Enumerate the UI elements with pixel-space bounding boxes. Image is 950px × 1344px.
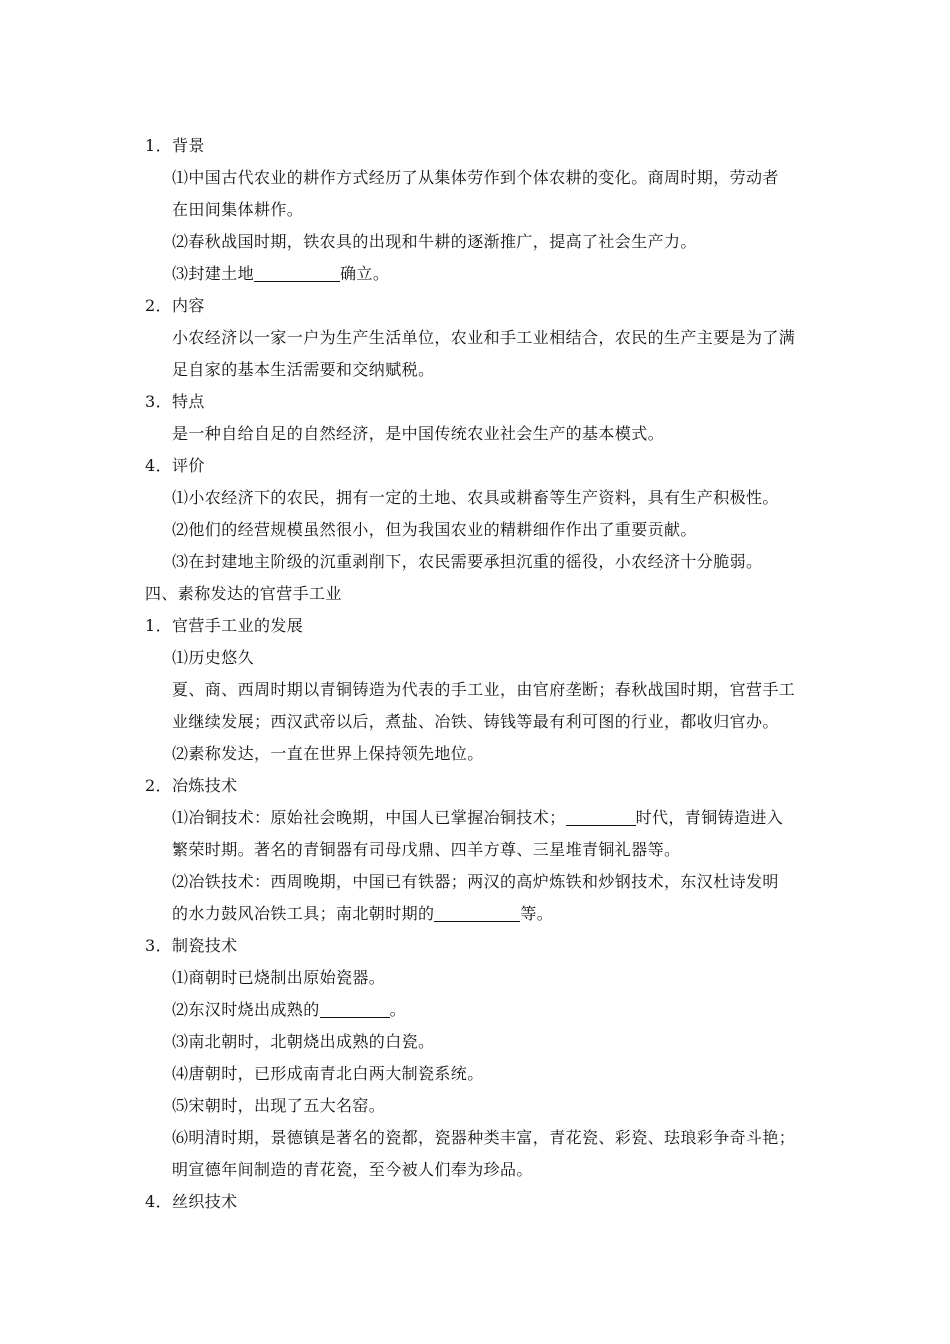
paragraph-line: ⑴商朝时已烧制出原始瓷器。 xyxy=(172,968,386,987)
text-segment: 确立。 xyxy=(340,264,390,283)
text-segment: 时代，青铜铸造进入 xyxy=(635,808,784,827)
part-heading-handicraft: 四、素称发达的官营手工业 xyxy=(145,584,342,603)
paragraph-line: ⑸宋朝时，出现了五大名窑。 xyxy=(172,1096,386,1115)
paragraph-line: ⑴中国古代农业的耕作方式经历了从集体劳作到个体农耕的变化。商周时期，劳动者 xyxy=(172,168,779,187)
paragraph-line-with-blank xyxy=(0,258,950,290)
fill-in-blank[interactable] xyxy=(254,263,340,282)
paragraph-line: ⑵冶铁技术：西周晚期，中国已有铁器；两汉的高炉炼铁和炒钢技术，东汉杜诗发明 xyxy=(172,872,779,891)
section-heading-features: 3．特点 xyxy=(145,392,205,411)
paragraph-line-with-blank xyxy=(0,994,950,1026)
section-heading-development: 1．官营手工业的发展 xyxy=(145,616,304,635)
paragraph-line: 业继续发展；西汉武帝以后，煮盐、冶铁、铸钱等最有利可图的行业，都收归官办。 xyxy=(172,712,779,731)
paragraph-line: 是一种自给自足的自然经济，是中国传统农业社会生产的基本模式。 xyxy=(172,424,665,443)
paragraph-line: ⑹明清时期，景德镇是著名的瓷都，瓷器种类丰富，青花瓷、彩瓷、珐琅彩争奇斗艳； xyxy=(172,1128,796,1147)
paragraph-line: ⑵他们的经营规模虽然很小，但为我国农业的精耕细作作出了重要贡献。 xyxy=(172,520,697,539)
paragraph-line: 小农经济以一家一户为生产生活单位，农业和手工业相结合，农民的生产主要是为了满 xyxy=(172,328,796,347)
section-heading-background: 1．背景 xyxy=(145,136,205,155)
paragraph-line: 在田间集体耕作。 xyxy=(172,200,304,219)
section-heading-silk: 4．丝织技术 xyxy=(145,1192,238,1211)
paragraph-line: ⑵春秋战国时期，铁农具的出现和牛耕的逐渐推广，提高了社会生产力。 xyxy=(172,232,697,251)
paragraph-line: 繁荣时期。著名的青铜器有司母戊鼎、四羊方尊、三星堆青铜礼器等。 xyxy=(172,840,681,859)
fill-in-blank[interactable] xyxy=(320,999,390,1018)
paragraph-line: ⑵素称发达，一直在世界上保持领先地位。 xyxy=(172,744,484,763)
fill-in-blank[interactable] xyxy=(566,807,636,826)
section-heading-evaluation: 4．评价 xyxy=(145,456,205,475)
paragraph-line: ⑴小农经济下的农民，拥有一定的土地、农具或耕畜等生产资料，具有生产积极性。 xyxy=(172,488,779,507)
paragraph-line: ⑶南北朝时，北朝烧出成熟的白瓷。 xyxy=(172,1032,435,1051)
text-segment: 等。 xyxy=(520,904,554,923)
text-segment: 的水力鼓风冶铁工具；南北朝时期的 xyxy=(172,904,435,923)
paragraph-line: 足自家的基本生活需要和交纳赋税。 xyxy=(172,360,435,379)
section-heading-content: 2．内容 xyxy=(145,296,205,315)
text-segment: ⑶封建土地 xyxy=(172,264,255,283)
paragraph-line: 明宣德年间制造的青花瓷，至今被人们奉为珍品。 xyxy=(172,1160,533,1179)
text-segment: 。 xyxy=(389,1000,407,1019)
document-page xyxy=(0,130,950,1218)
fill-in-blank[interactable] xyxy=(434,903,520,922)
paragraph-line-with-blank xyxy=(0,898,950,930)
section-heading-porcelain: 3．制瓷技术 xyxy=(145,936,238,955)
section-heading-smelting: 2．冶炼技术 xyxy=(145,776,238,795)
text-segment: ⑴冶铜技术：原始社会晚期，中国人已掌握冶铜技术； xyxy=(172,808,566,827)
paragraph-line: ⑴历史悠久 xyxy=(172,648,255,667)
paragraph-line: 夏、商、西周时期以青铜铸造为代表的手工业，由官府垄断；春秋战国时期，官营手工 xyxy=(172,680,796,699)
text-segment: ⑵东汉时烧出成熟的 xyxy=(172,1000,320,1019)
paragraph-line: ⑶在封建地主阶级的沉重剥削下，农民需要承担沉重的徭役，小农经济十分脆弱。 xyxy=(172,552,763,571)
paragraph-line-with-blank xyxy=(0,802,950,834)
paragraph-line: ⑷唐朝时，已形成南青北白两大制瓷系统。 xyxy=(172,1064,484,1083)
